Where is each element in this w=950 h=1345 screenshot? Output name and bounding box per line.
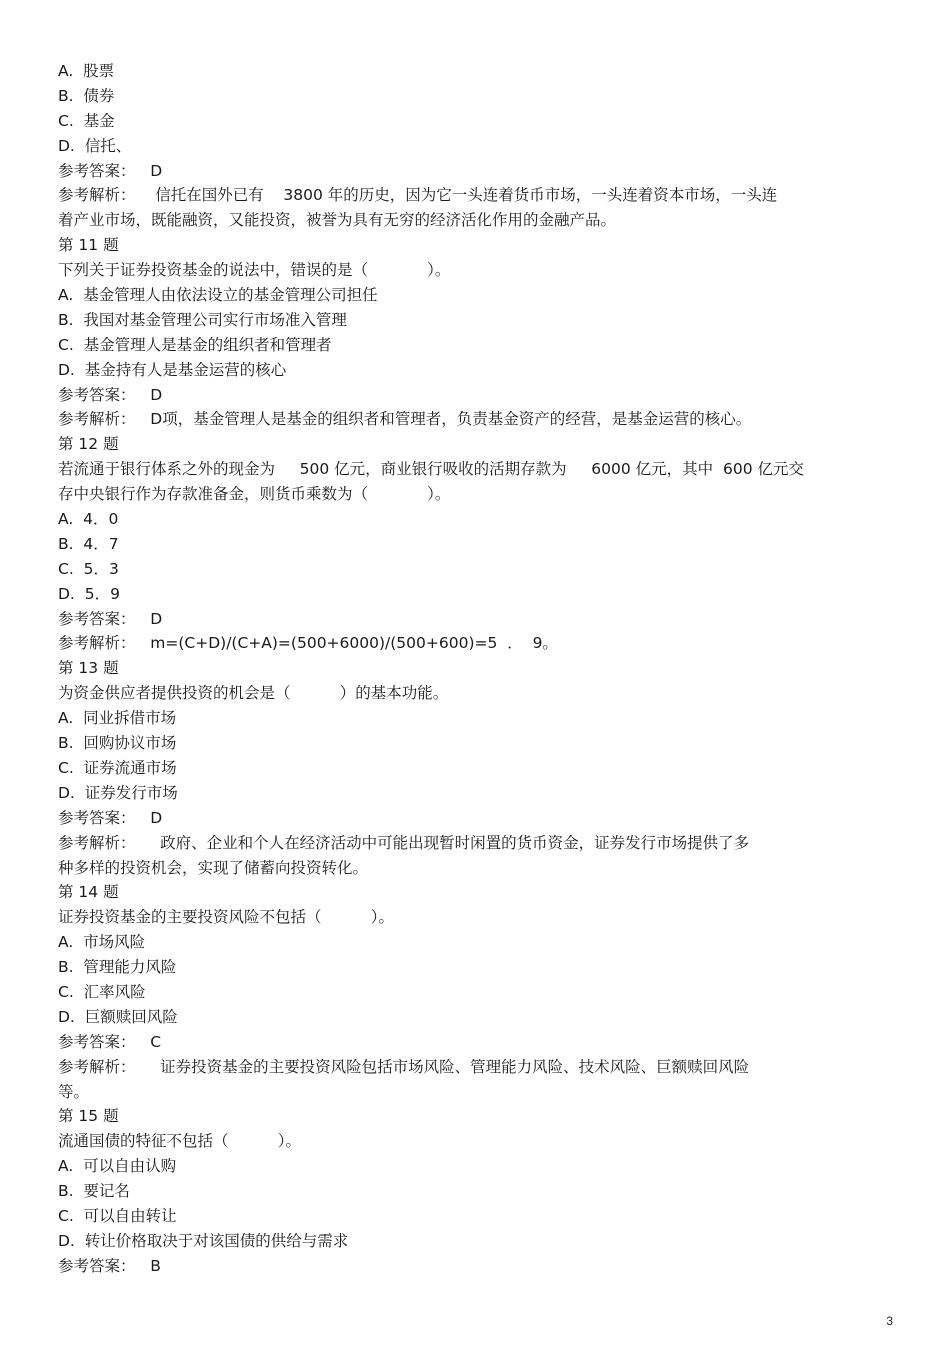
text-line: D. 转让价格取决于对该国债的供给与需求 xyxy=(58,1231,349,1250)
text-line: 参考解析： m=(C+D)/(C+A)=(500+6000)/(500+600)=5 ． 9。 xyxy=(58,634,558,653)
text-line: 参考解析： 政府、企业和个人在经济活动中可能出现暂时闲置的货币资金，证券发行市场提供了多 xyxy=(58,833,750,852)
document-page xyxy=(58,59,898,1279)
text-line: 参考解析： 证券投资基金的主要投资风险包括市场风险、管理能力风险、技术风险、巨额赎回风险 xyxy=(58,1057,750,1076)
text-line: 参考解析： D项，基金管理人是基金的组织者和管理者，负责基金资产的经营，是基金运营的核心。 xyxy=(58,410,752,429)
text-line: 第 12 题 xyxy=(58,435,119,454)
text-line: D. 巨额赎回风险 xyxy=(58,1007,178,1026)
text-line: 参考答案： B xyxy=(58,1256,161,1275)
text-line: B. 我国对基金管理公司实行市场准入管理 xyxy=(58,310,347,329)
text-line: 种多样的投资机会，实现了储蓄向投资转化。 xyxy=(58,858,369,877)
text-line: 参考答案： D xyxy=(58,161,163,180)
text-line: D. 基金持有人是基金运营的核心 xyxy=(58,360,287,379)
text-line: 若流通于银行体系之外的现金为 500 亿元，商业银行吸收的活期存款为 6000 亿元，其中 600 亿元交 xyxy=(58,460,805,479)
text-line: 参考答案： D xyxy=(58,609,163,628)
text-line: C. 基金 xyxy=(58,111,115,130)
text-line: C. 证券流通市场 xyxy=(58,758,177,777)
text-line: C. 可以自由转让 xyxy=(58,1206,177,1225)
text-line: 第 14 题 xyxy=(58,883,119,902)
text-line: 参考答案： D xyxy=(58,385,163,404)
text-line: D. 5．9 xyxy=(58,584,120,603)
text-line: 第 11 题 xyxy=(58,236,119,255)
text-line: 参考解析： 信托在国外已有 3800 年的历史，因为它一头连着货币市场，一头连着资本市场，一头连 xyxy=(58,186,778,205)
text-line: 第 15 题 xyxy=(58,1107,119,1126)
text-line: A. 股票 xyxy=(58,62,115,80)
text-line: A. 可以自由认购 xyxy=(58,1157,177,1176)
text-line: D. 证券发行市场 xyxy=(58,783,178,802)
text-line: A. 市场风险 xyxy=(58,933,146,952)
text-line: B. 4．7 xyxy=(58,534,119,553)
text-line: 流通国债的特征不包括（ ）。 xyxy=(58,1132,302,1151)
text-line: B. 要记名 xyxy=(58,1182,130,1201)
text-line: A. 基金管理人由依法设立的基金管理公司担任 xyxy=(58,286,378,305)
text-line: B. 回购协议市场 xyxy=(58,734,177,753)
text-line: 等。 xyxy=(58,1082,90,1101)
text-line: 第 13 题 xyxy=(58,659,119,678)
text-line: 参考答案： C xyxy=(58,1032,162,1051)
text-line: B. 管理能力风险 xyxy=(58,958,177,977)
text-line: 参考答案： D xyxy=(58,808,163,827)
page-number: 3 xyxy=(886,1314,893,1328)
text-line: C. 基金管理人是基金的组织者和管理者 xyxy=(58,335,332,354)
text-line: A. 同业拆借市场 xyxy=(58,709,177,728)
text-line: C. 汇率风险 xyxy=(58,982,146,1001)
text-line: C. 5．3 xyxy=(58,559,119,578)
text-line: 着产业市场，既能融资，又能投资，被誉为具有无穷的经济活化作用的金融产品。 xyxy=(58,211,617,230)
text-line: B. 债券 xyxy=(58,86,115,105)
text-line: 下列关于证券投资基金的说法中，错误的是（ ）。 xyxy=(58,261,451,280)
text-line: 证券投资基金的主要投资风险不包括（ ）。 xyxy=(58,908,395,927)
text-line: 为资金供应者提供投资的机会是（ ）的基本功能。 xyxy=(58,684,449,703)
text-line: D. 信托、 xyxy=(58,136,132,155)
text-line: A. 4．0 xyxy=(58,510,119,529)
text-line: 存中央银行作为存款准备金，则货币乘数为（ ）。 xyxy=(58,485,451,504)
